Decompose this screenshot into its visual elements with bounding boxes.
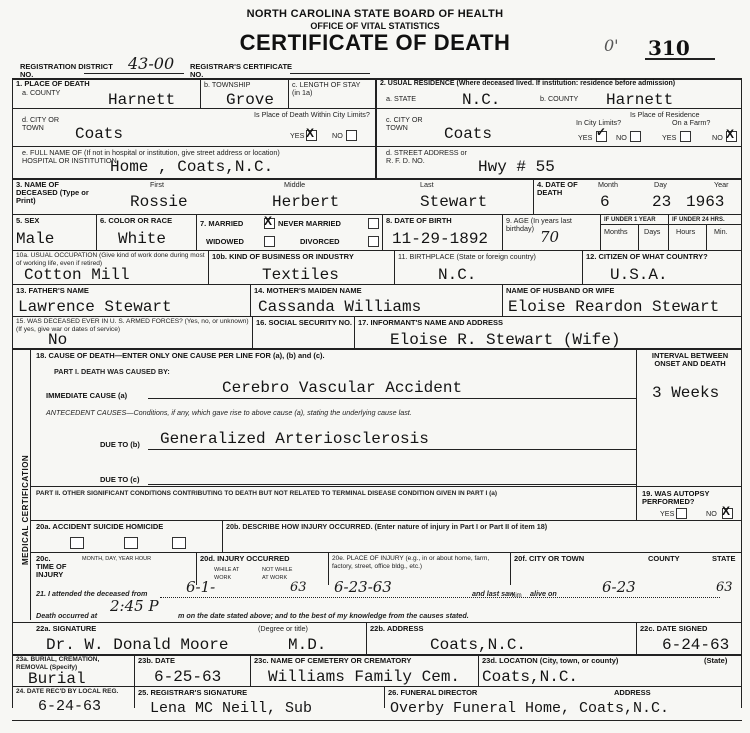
alive-on-label: alive on <box>530 589 557 598</box>
date-signed: 6-24-63 <box>662 636 730 654</box>
autopsy-no-check: X <box>722 504 731 518</box>
color-race: White <box>118 230 167 248</box>
informant: Eloise R. Stewart (Wife) <box>390 331 621 349</box>
interval-label: INTERVAL BETWEEN ONSET AND DEATH <box>651 351 729 368</box>
deceased-name-label: 3. NAME OF DECEASED (Type or Print) <box>16 180 89 205</box>
burial-location: Coats,N.C. <box>482 668 579 686</box>
hospital-name: Home , Coats,N.C. <box>110 158 274 176</box>
death-county-label: a. COUNTY <box>22 88 61 97</box>
citizen-label: 12. CITIZEN OF WHAT COUNTRY? <box>586 252 708 261</box>
residence-county: Harnett <box>606 91 674 109</box>
attended-label: 21. I attended the deceased from <box>36 589 148 598</box>
burial-type-label: 23a. BURIAL, CREMATION, REMOVAL (Specify) <box>16 656 100 671</box>
divorced-box[interactable] <box>368 236 379 247</box>
hours-label: Hours <box>676 227 696 236</box>
date-signed-label: 22c. DATE SIGNED <box>640 624 708 633</box>
autopsy-yes-label: YES <box>660 509 675 518</box>
widowed-box[interactable] <box>264 236 275 247</box>
death-within-limits-check: X <box>306 126 315 140</box>
alive-on-year: 63 <box>716 580 733 595</box>
middle-name-label: Middle <box>284 180 306 189</box>
father-label: 13. FATHER'S NAME <box>16 286 89 295</box>
residence-city-label: c. CITY OR TOWN <box>386 115 423 132</box>
alive-on: 6-23 <box>602 578 636 596</box>
office-name: OFFICE OF VITAL STATISTICS <box>310 21 440 31</box>
antecedent-label: ANTECEDENT CAUSES—Conditions, if any, which gave rise to above cause (a), stating the underlying cause last. <box>46 408 412 417</box>
res-city-yes-label: YES <box>578 133 593 142</box>
injury-time-cols: MONTH, DAY, YEAR HOUR <box>82 556 152 562</box>
last-name: Stewart <box>420 193 488 211</box>
due-to-b: Generalized Arteriosclerosis <box>160 430 429 448</box>
attended-from: 6-1- <box>186 578 216 596</box>
death-year: 1963 <box>686 193 725 211</box>
funeral-director: Overby Funeral Home, Coats,N.C. <box>390 700 670 717</box>
place-of-injury-label: 20e. PLACE OF INJURY (e.g., in or about home, farm, factory, street, office bldg., etc.) <box>332 555 490 570</box>
armed-forces-label: 15. WAS DECEASED EVER IN U. S. ARMED FORCES? (Yes, no, or unknown) (If yes, give war or dates of service) <box>16 318 249 333</box>
never-married-label: NEVER MARRIED <box>278 219 341 228</box>
last-saw-label: and last saw <box>472 589 515 598</box>
birthplace: N.C. <box>438 266 477 284</box>
res-farm-yes-label: YES <box>662 133 677 142</box>
homicide-box[interactable] <box>172 537 186 549</box>
death-township-label: b. TOWNSHIP <box>204 80 251 89</box>
death-yes-label: YES <box>290 131 305 140</box>
autopsy-yes-box[interactable] <box>676 508 687 519</box>
medical-certification-side-label: MEDICAL CERTIFICATION <box>21 454 30 565</box>
physician-address: Coats,N.C. <box>430 636 527 654</box>
death-no-label: NO <box>332 131 343 140</box>
res-farm-no-label: NO <box>712 133 723 142</box>
res-farm-yes-box[interactable] <box>680 131 691 142</box>
residence-state: N.C. <box>462 91 501 109</box>
while-at-work-label: WHILE AT WORK <box>214 567 240 581</box>
age-label: 9. AGE (In years last birthday) <box>506 216 572 233</box>
informant-label: 17. INFORMANT'S NAME AND ADDRESS <box>358 318 503 327</box>
middle-name: Herbert <box>272 193 340 211</box>
death-township: Grove <box>226 91 275 109</box>
burial-state-label: (State) <box>704 656 728 665</box>
attended-from-year: 63 <box>290 580 307 595</box>
place-of-residence-label: Is Place of Residence <box>630 110 700 119</box>
citizen: U.S.A. <box>610 266 668 284</box>
sex: Male <box>16 230 55 248</box>
physician-address-label: 22b. ADDRESS <box>370 624 424 633</box>
registration-district: 43-00 <box>128 54 175 73</box>
death-city-label: d. CITY OR TOWN <box>22 115 60 132</box>
time-of-death: 2:45 P <box>110 597 159 615</box>
mother-name: Cassanda Williams <box>258 298 422 316</box>
him-label: him <box>512 593 522 599</box>
spouse-name: Eloise Reardon Stewart <box>508 298 720 316</box>
under-24-hrs-label: IF UNDER 24 HRS. <box>672 217 725 223</box>
divorced-label: DIVORCED <box>300 237 340 246</box>
place-of-death-label: 1. PLACE OF DEATH <box>16 79 90 88</box>
autopsy-no-label: NO <box>706 509 717 518</box>
length-of-stay-label: c. LENGTH OF STAY (in 1a) <box>292 80 361 97</box>
married-check: X <box>264 214 273 228</box>
within-limits-label: Is Place of Death Within City Limits? <box>254 110 370 119</box>
res-farm-no-check: X <box>726 127 735 141</box>
first-name-label: First <box>150 180 164 189</box>
registrar-label: 25. REGISTRAR'S SIGNATURE <box>138 688 248 697</box>
describe-label: 20b. DESCRIBE HOW INJURY OCCURRED. (Enter nature of injury in Part I or Part II of item 18) <box>226 522 548 531</box>
physician-degree: M.D. <box>288 636 327 654</box>
first-name: Rossie <box>130 193 188 211</box>
cemetery: Williams Family Cem. <box>268 668 461 686</box>
certificate-title: CERTIFICATE OF DEATH <box>239 30 511 55</box>
occupation-label: 10a. USUAL OCCUPATION (Give kind of work done during most of working life, even if retired) <box>16 252 205 267</box>
injury-time-label: 20c. TIME OF INJURY <box>36 554 67 579</box>
birthplace-label: 11. BIRTHPLACE (State or foreign country) <box>398 252 536 261</box>
autopsy-label: 19. WAS AUTOPSY PERFORMED? <box>642 489 710 506</box>
business: Textiles <box>262 266 339 284</box>
month-label: Month <box>598 180 618 189</box>
armed-forces: No <box>48 331 68 349</box>
registrar-signature: Lena MC Neill, Sub <box>150 700 313 717</box>
months-label: Months <box>604 227 628 236</box>
death-city: Coats <box>75 125 124 143</box>
res-city-no-box[interactable] <box>630 131 641 142</box>
spouse-label: NAME OF HUSBAND OR WIFE <box>506 286 615 295</box>
received-label: 24. DATE REC'D BY LOCAL REG. <box>16 688 119 695</box>
physician-signature: Dr. W. Donald Moore <box>46 636 229 654</box>
certificate-number: 310 <box>648 36 690 60</box>
interval: 3 Weeks <box>652 384 720 402</box>
injury-state-label: STATE <box>712 554 736 563</box>
hospital-label: e. FULL NAME OF (If not in hospital or institution, give street address or location) HOSPITAL OR INSTITUTION <box>22 148 280 165</box>
father-name: Lawrence Stewart <box>18 298 172 316</box>
suicide-box[interactable] <box>124 537 138 549</box>
color-label: 6. COLOR OR RACE <box>100 216 173 225</box>
part2-label: PART II. OTHER SIGNIFICANT CONDITIONS CONTRIBUTING TO DEATH BUT NOT RELATED TO TERMINAL DISEASE CONDITION GIVEN IN PART I (a) <box>36 490 498 497</box>
injury-occurred-label: 20d. INJURY OCCURRED <box>200 554 290 563</box>
burial-date: 6-25-63 <box>154 668 222 686</box>
in-city-limits-label: In City Limits? <box>576 118 622 127</box>
widowed-label: WIDOWED <box>206 237 244 246</box>
residence-label: 2. USUAL RESIDENCE (Where deceased lived. If institution: residence before admission) <box>380 80 676 87</box>
street-label: d. STREET ADDRESS or R. F. D. NO. <box>386 148 467 165</box>
not-while-at-work-label: NOT WHILE AT WORK <box>262 567 293 581</box>
cemetery-label: 23c. NAME OF CEMETERY OR CREMATORY <box>254 656 412 665</box>
part1-label: PART I. DEATH WAS CAUSED BY: <box>54 367 170 376</box>
residence-city: Coats <box>444 125 493 143</box>
res-city-no-label: NO <box>616 133 627 142</box>
received-date: 6-24-63 <box>38 698 102 715</box>
sex-label: 5. SEX <box>16 216 40 225</box>
burial-type: Burial <box>28 670 86 688</box>
ssn-label: 16. SOCIAL SECURITY NO. <box>256 318 352 327</box>
days-label: Days <box>644 227 661 236</box>
director-label: 26. FUNERAL DIRECTOR <box>388 688 478 697</box>
due-to-c-label: DUE TO (c) <box>100 475 140 484</box>
mother-label: 14. MOTHER'S MAIDEN NAME <box>254 286 362 295</box>
death-county: Harnett <box>108 91 176 109</box>
injury-city-label: 20f. CITY OR TOWN <box>514 554 585 563</box>
birth-date: 11-29-1892 <box>392 230 489 248</box>
degree-label: (Degree or title) <box>258 624 308 633</box>
due-to-b-label: DUE TO (b) <box>100 440 140 449</box>
on-date-label: m on the date stated above; and to the best of my knowledge from the causes stated. <box>178 611 469 620</box>
signature-label: 22a. SIGNATURE <box>36 624 97 633</box>
date-of-death-label: 4. DATE OF DEATH <box>537 180 578 197</box>
director-address-label: ADDRESS <box>614 688 651 697</box>
day-label: Day <box>654 180 667 189</box>
business-label: 10b. KIND OF BUSINESS OR INDUSTRY <box>212 252 354 261</box>
immediate-cause: Cerebro Vascular Accident <box>222 379 463 397</box>
death-occurred-label: Death occurred at <box>36 611 98 620</box>
injury-county-label: COUNTY <box>648 554 680 563</box>
accident-label: 20a. ACCIDENT SUICIDE HOMICIDE <box>36 522 164 531</box>
married-label: 7. MARRIED <box>200 219 244 228</box>
under-1-year-label: IF UNDER 1 YEAR <box>604 217 656 223</box>
residence-state-label: a. STATE <box>386 94 417 103</box>
death-day: 23 <box>652 193 672 211</box>
birth-date-label: 8. DATE OF BIRTH <box>386 216 452 225</box>
never-married-box[interactable] <box>368 218 379 229</box>
street-address: Hwy # 55 <box>478 158 555 176</box>
certificate-number-prefix: 0' <box>604 36 619 55</box>
immediate-cause-label: IMMEDIATE CAUSE (a) <box>46 391 128 400</box>
res-city-yes-check: ✓ <box>596 125 607 139</box>
burial-location-label: 23d. LOCATION (City, town, or county) <box>482 656 619 665</box>
attended-to: 6-23-63 <box>334 578 392 596</box>
residence-county-label: b. COUNTY <box>540 94 579 103</box>
registration-district-label: REGISTRATION DISTRICT NO. <box>20 62 113 79</box>
registrars-certificate-label: REGISTRAR'S CERTIFICATE NO. <box>190 62 293 79</box>
cause-header: 18. CAUSE OF DEATH—ENTER ONLY ONE CAUSE PER LINE FOR (a), (b) and (c). <box>36 351 325 360</box>
min-label: Min. <box>714 227 728 236</box>
death-within-limits-no-box[interactable] <box>346 130 357 141</box>
on-farm-label: On a Farm? <box>672 118 711 127</box>
last-name-label: Last <box>420 180 434 189</box>
burial-date-label: 23b. DATE <box>138 656 175 665</box>
occupation: Cotton Mill <box>24 266 130 284</box>
age: 70 <box>540 228 560 246</box>
board-name: NORTH CAROLINA STATE BOARD OF HEALTH <box>246 8 504 20</box>
year-label: Year <box>714 180 729 189</box>
accident-box[interactable] <box>70 537 84 549</box>
death-month: 6 <box>600 193 610 211</box>
